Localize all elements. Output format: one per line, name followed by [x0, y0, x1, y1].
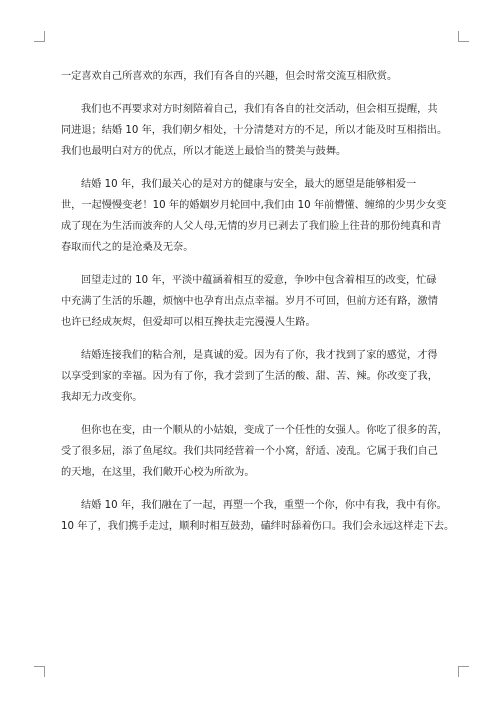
text-line: 但你也在变，由一个顺从的小姑娘，变成了一个任性的女强人。你吃了很多的苦，	[81, 425, 448, 436]
paragraph	[61, 420, 446, 483]
paragraph	[61, 174, 446, 258]
crop-mark-bottom-right	[458, 666, 469, 677]
paragraph	[61, 66, 446, 87]
text-line: 以享受到家的幸福。因为有了你，我才尝到了生活的酸、甜、苦、辣。你改变了我，	[61, 371, 438, 382]
text-line: 我们也不再要求对方时刻陪着自己，我们有各自的社交活动，但会相互提醒，共	[81, 104, 438, 115]
text-line: 结婚 10 年，我们融在了一起，再塑一个我，重塑一个你，你中有我，我中有你。	[81, 500, 447, 511]
text-line: 结婚 10 年，我们最关心的是对方的健康与安全，最大的愿望是能够相爱一	[81, 179, 417, 190]
text-line: 回望走过的 10 年，平淡中蕴涵着相互的爱意，争吵中包含着相互的改变，忙碌	[81, 275, 437, 286]
text-line: 一定喜欢自己所喜欢的东西，我们有各自的兴趣，但会时常交流互相欣赏。	[61, 71, 398, 82]
paragraph	[61, 270, 446, 333]
crop-mark-bottom-left	[34, 666, 45, 677]
crop-mark-top-right	[458, 31, 469, 42]
text-line: 我却无力改变你。	[61, 392, 143, 403]
paragraph	[61, 495, 455, 537]
text-line: 成了现在为生活而波奔的人父人母,无情的岁月已剥去了我们脸上往昔的那份纯真和青	[61, 221, 442, 232]
text-line: 我们也最明白对方的优点，所以才能送上最恰当的赞美与鼓舞。	[61, 146, 347, 157]
text-line: 受了很多屈，添了鱼尾纹。我们共同经营着一个小窝，舒适、凌乱。它属于我们自己	[61, 446, 438, 457]
text-line: 也许已经成灰烬，但爱却可以相互搀扶走完漫漫人生路。	[61, 317, 316, 328]
paragraph	[61, 345, 446, 408]
text-line: 同进退；结婚 10 年，我们朝夕相处，十分清楚对方的不足，所以才能及时互相指出。	[61, 125, 448, 136]
text-line: 世，一起慢慢变老！10 年的婚姻岁月轮回中,我们由 10 年前懵懂、缠绵的少男少女变	[61, 200, 447, 211]
paragraph	[61, 99, 446, 162]
text-line: 的天地，在这里，我们敞开心校为所欲为。	[61, 467, 255, 478]
document-body	[61, 66, 455, 549]
text-line: 10 年了，我们携手走过，顺利时相互鼓劲，磕绊时舔着伤口。我们会永远这样走下去。	[61, 521, 455, 532]
crop-mark-top-left	[34, 31, 45, 42]
text-line: 结婚连接我们的粘合剂，是真诚的爱。因为有了你，我才找到了家的感觉，才得	[81, 350, 438, 361]
text-line: 中充满了生活的乐趣，烦恼中也孕育出点点幸福。岁月不可回，但前方还有路，激情	[61, 296, 438, 307]
text-line: 春取而代之的是沧桑及无奈。	[61, 242, 194, 253]
